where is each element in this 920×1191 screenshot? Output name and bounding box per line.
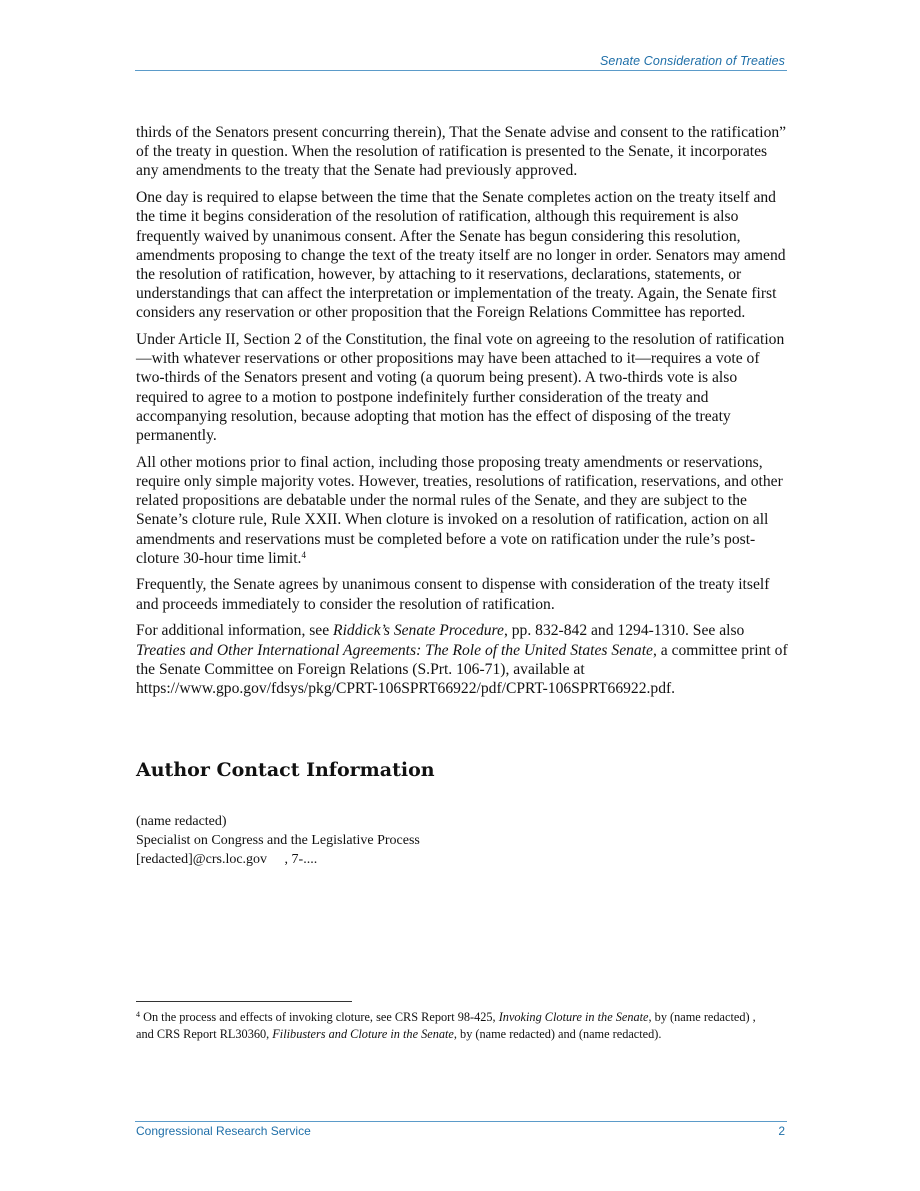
paragraph-6: [136, 621, 788, 698]
author-name: (name redacted): [136, 814, 227, 829]
paragraph-1: thirds of the Senators present concurring therein), That the Senate advise and consent to the ratification” of the treaty in question. When the resolution of ratification is presented to the Senate, it incorporates any amendments to the treaty that the Senate had previously approved.: [136, 124, 787, 180]
author-contact-heading: Author Contact Information: [136, 759, 435, 781]
paragraph-6-text-a: For additional information, see: [136, 622, 334, 640]
header-divider: [135, 70, 787, 71]
paragraph-2: One day is required to elapse between the time that the Senate completes action on the treaty itself and the time it begins consideration of the resolution of ratification, although this requirement is also frequently waived by unanimous consent. After the Senate has begun considering this resolution, amendments proposing to change the text of the treaty itself are no longer in order. Senators may amend the resolution of ratification, however, by attaching to it reservations, declarations, statements, or understandings that can affect the interpretation or implementation of the treaty. Again, the Senate first considers any reservation or other proposition that the Foreign Relations Committee has reported.: [136, 189, 786, 322]
main-body: [136, 123, 788, 706]
footnote-divider: [136, 1001, 352, 1002]
footnote-citation-1: Invoking Cloture in the Senate: [498, 1010, 649, 1024]
paragraph-4: [136, 453, 788, 568]
paragraph-3: Under Article II, Section 2 of the Constitution, the final vote on agreeing to the resolution of ratification—with whatever reservations or other propositions may have been attached to it—requires a vote of two-thirds of the Senators present and voting (a quorum being present). A two-thirds vote is also required to agree to a motion to postpone indefinitely further consideration of the treaty and accompanying resolution, because adopting that motion has the effect of disposing of the treaty permanently.: [136, 331, 785, 445]
paragraph-6-text-c: , pp. 832-842 and 1294-1310. See also: [503, 622, 745, 640]
footnote-text-c: , by (name redacted) , and CRS Report RL30360,: [136, 1010, 756, 1041]
footnote-4: [136, 1009, 776, 1043]
footnote-citation-2: Filibusters and Cloture in the Senate: [272, 1027, 454, 1041]
footnote-number: 4: [136, 1010, 140, 1019]
footer-divider: [135, 1121, 787, 1122]
footnote-text-e: , by (name redacted) and (name redacted).: [453, 1027, 662, 1041]
citation-riddicks: Riddick’s Senate Procedure: [333, 622, 504, 640]
citation-treaties-print: Treaties and Other International Agreements: The Role of the United States Senate: [136, 641, 653, 659]
running-header-title: Senate Consideration of Treaties: [599, 54, 785, 68]
paragraph-4-text: All other motions prior to final action, including those proposing treaty amendments or reservations, require only simple majority votes. However, treaties, resolutions of ratification, reservations, and other related propositions are debatable under the normal rules of the Senate, and they are subject to the Senate’s cloture rule, Rule XXII. When cloture is invoked on a resolution of ratification, action on all amendments and reservations must be completed before a vote on ratification under the rule’s post-cloture 30-hour time limit.: [136, 453, 783, 567]
author-title: Specialist on Congress and the Legislative Process: [136, 833, 420, 848]
author-contact-block: [136, 812, 636, 869]
footnote-text-a: On the process and effects of invoking cloture, see CRS Report 98-425,: [140, 1010, 499, 1024]
page-number: 2: [778, 1124, 785, 1138]
footnote-reference[interactable]: 4: [301, 549, 306, 560]
paragraph-6-text-e: , a committee print of the Senate Committee on Foreign Relations (S.Prt. 106-71), available at https://www.gpo.gov/fdsys/pkg/CPRT-106SPRT66922/pdf/CPRT-106SPRT66922.pdf.: [136, 641, 788, 697]
author-email[interactable]: [redacted]@crs.loc.gov , 7-....: [136, 852, 318, 867]
footer-organization: Congressional Research Service: [136, 1124, 311, 1138]
paragraph-5: Frequently, the Senate agrees by unanimous consent to dispense with consideration of the treaty itself and proceeds immediately to consider the resolution of ratification.: [136, 576, 770, 613]
